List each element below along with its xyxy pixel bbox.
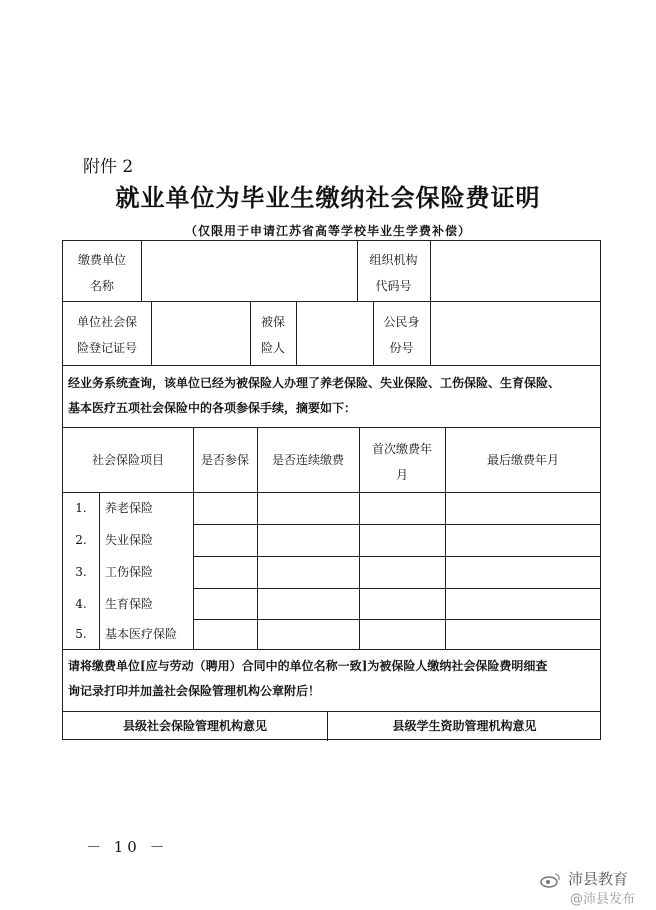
item-number: 1. bbox=[75, 501, 87, 515]
registration-number-field[interactable] bbox=[152, 301, 250, 365]
header-first-payment: 首次缴费年 月 bbox=[371, 441, 432, 482]
item-number: 4. bbox=[75, 596, 87, 611]
item-name: 生育保险 bbox=[105, 596, 154, 611]
notice-statement: 请将缴费单位[应与劳动（聘用）合同中的单位名称一致]为被保险人缴纳社会保险费明细查 询记录打印并加盖社会保险管理机构公章附后！ bbox=[68, 659, 548, 698]
citizen-id-field[interactable] bbox=[431, 301, 601, 365]
row-divider bbox=[193, 556, 600, 557]
row-divider bbox=[63, 649, 600, 650]
insured-person-label: 被保 险人 bbox=[260, 315, 285, 355]
row-divider bbox=[193, 619, 600, 620]
header-continuous: 是否连续缴费 bbox=[271, 452, 344, 467]
page-number: － 10 － bbox=[86, 838, 169, 856]
insured-person-field[interactable] bbox=[297, 301, 373, 365]
item-name: 基本医疗保险 bbox=[105, 627, 178, 641]
item-number: 5. bbox=[75, 627, 87, 641]
item-name: 工伤保险 bbox=[105, 565, 154, 579]
item-name: 养老保险 bbox=[105, 501, 154, 515]
item-name: 失业保险 bbox=[105, 533, 154, 547]
row-divider bbox=[193, 588, 600, 589]
certificate-form bbox=[62, 240, 601, 740]
row-divider bbox=[63, 365, 600, 366]
attachment-label: 附件 2 bbox=[83, 157, 134, 177]
registration-number-label: 单位社会保 险登记证号 bbox=[76, 315, 137, 355]
item-number: 2. bbox=[75, 533, 87, 547]
header-insurance-item: 社会保险项目 bbox=[91, 452, 164, 467]
org-code-label: 组织机构 代码号 bbox=[369, 253, 418, 293]
document-subtitle: （仅限用于申请江苏省高等学校毕业生学费补偿） bbox=[184, 224, 471, 238]
header-insured: 是否参保 bbox=[200, 452, 249, 467]
row-divider bbox=[193, 524, 600, 525]
org-code-field[interactable] bbox=[431, 241, 601, 301]
citizen-id-label: 公民身 份号 bbox=[383, 315, 420, 355]
county-student-aid-opinion: 县级学生资助管理机构意见 bbox=[392, 719, 537, 733]
county-social-insurance-opinion: 县级社会保险管理机构意见 bbox=[122, 719, 267, 733]
item-number: 3. bbox=[75, 565, 87, 579]
document-title: 就业单位为毕业生缴纳社会保险费证明 bbox=[115, 183, 541, 212]
weibo-logo-icon bbox=[540, 872, 562, 888]
unit-name-field[interactable] bbox=[142, 241, 357, 301]
watermark-account: 沛县教育 bbox=[568, 870, 629, 888]
unit-name-label: 缴费单位 名称 bbox=[77, 253, 126, 293]
query-statement: 经业务系统查询，该单位已经为被保险人办理了养老保险、失业保险、工伤保险、生育保险、 基本医疗五项社会保险中的各项参保手续，摘要如下： bbox=[68, 376, 561, 415]
watermark-source: @沛县发布 bbox=[570, 892, 636, 907]
header-last-payment: 最后缴费年月 bbox=[486, 452, 559, 467]
